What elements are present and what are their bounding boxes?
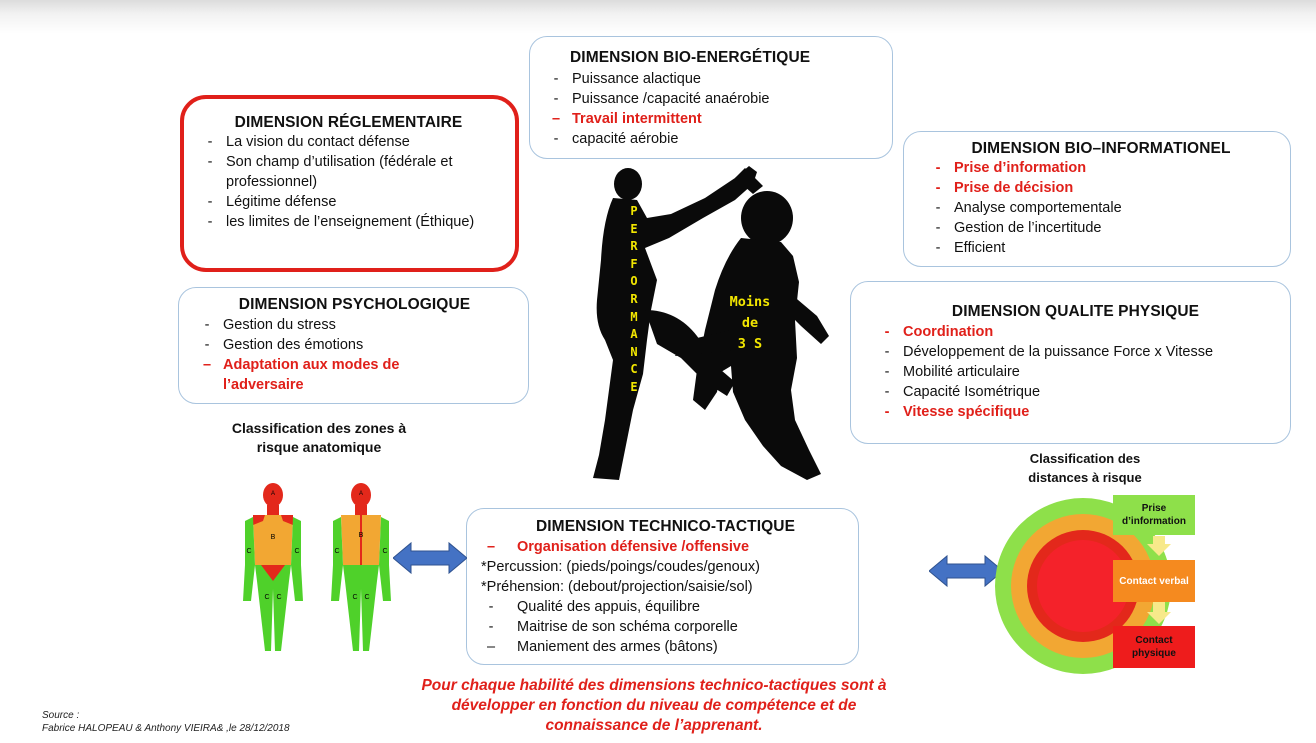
list-item: - Puissance /capacité anaérobie [553,91,770,107]
vertical-letter: E [630,379,638,394]
reglementaire-title: DIMENSION RÉGLEMENTAIRE [234,114,463,131]
zone-label-b: B [358,532,364,539]
bio-informationel-title: DIMENSION BIO–INFORMATIONEL [971,140,1231,157]
list-item: - Puissance alactique [553,71,701,87]
anatomic-zones-figure [243,481,395,653]
list-item: – Adaptation aux modes de l’adversaire [202,357,400,393]
body-back [331,483,391,651]
list-item: - capacité aérobie [553,131,679,147]
technico-tactique-list [481,537,850,657]
list-item: - Légitime défense [207,194,337,210]
qualite-physique-box [850,281,1291,444]
vertical-letter: M [630,309,638,324]
zone-label-c: C [382,548,388,555]
list-item: - Prise d’information [935,160,1087,176]
list-item: - Gestion de l’incertitude [935,220,1102,236]
vertical-letter: R [630,291,638,306]
zone-label-c: C [334,548,340,555]
right-double-arrow [929,554,1003,588]
vertical-letter: C [630,362,638,377]
list-item: - les limites de l’enseignement (Éthique) [207,214,475,230]
psychologique-title: DIMENSION PSYCHOLOGIQUE [238,296,471,313]
list-item: *Préhension: (debout/projection/saisie/sol) [481,579,753,595]
moins-de-3s-text: Moins de 3 S [729,294,771,352]
zone-label-c: C [246,548,252,555]
zone-label-a: A [270,491,276,497]
bottom-note: Pour chaque habilité des dimensions technico-tactiques sont à développer en fonction du niveau de compétence et de connaissance de l’apprenant. [421,677,887,734]
zones-caption: Classification des zones à risque anatomique [231,420,407,455]
vertical-letter: E [630,221,638,236]
vertical-letter: N [630,344,638,359]
distance-contact-physique: Contact physique [1113,626,1195,668]
bio-energetique-box [529,36,893,159]
list-item: - Gestion des émotions [204,337,364,353]
zone-label-c: C [276,594,282,601]
technico-tactique-box [466,508,859,665]
vertical-letter: P [630,204,638,218]
bio-informationel-list [922,158,1280,258]
technico-tactique-title: DIMENSION TECHNICO-TACTIQUE [535,518,796,535]
list-item: - Gestion du stress [204,317,336,333]
list-item: – Travail intermittent [551,111,702,127]
list-item: *Percussion: (pieds/poings/coudes/genoux) [481,559,760,575]
zone-label-c: C [294,548,300,555]
list-item: - Coordination [884,324,994,340]
reglementaire-box [180,95,519,272]
bio-energetique-list [540,69,882,149]
qualite-physique-title: DIMENSION QUALITE PHYSIQUE [951,303,1200,320]
reglementaire-list [194,132,503,232]
vertical-letter: A [630,327,638,342]
source-credit: Source : Fabrice HALOPEAU & Anthony VIEIRA& ,le 28/12/2018 [42,710,290,734]
zone-label-b: B [270,534,276,541]
zone-label-c: C [364,594,370,601]
left-double-arrow [393,541,467,575]
zone-label-a: A [358,491,364,497]
vertical-letter: O [630,274,638,289]
list-item: – Maniement des armes (bâtons) [486,639,718,655]
zone-label-c: C [264,594,270,601]
list-item: - Maitrise de son schéma corporelle [488,619,738,635]
distances-caption: Classification des distances à risque [1028,451,1142,485]
list-item: - Mobilité articulaire [884,364,1020,380]
distance-contact-verbal: Contact verbal [1113,560,1195,602]
body-front [243,483,303,651]
list-item: - Analyse comportementale [935,200,1122,216]
list-item: - Qualité des appuis, équilibre [488,599,700,615]
psychologique-list [191,315,518,395]
list-item: - Son champ d’utilisation (fédérale et professionnel) [207,154,453,190]
bio-energetique-title: DIMENSION BIO-ENERGÉTIQUE [570,49,811,66]
list-item: - Développement de la puissance Force x Vitesse [884,344,1214,360]
fighters-silhouette [585,160,845,495]
zone-label-c: C [352,594,358,601]
bio-informationel-box [903,131,1291,267]
qualite-physique-list [871,322,1280,422]
list-item: - Efficient [935,240,1006,256]
list-item: - Capacité Isométrique [884,384,1041,400]
list-item: – Organisation défensive /offensive [486,539,750,555]
distance-prise-information: Prise d’information [1113,495,1195,535]
list-item: - Prise de décision [935,180,1074,196]
vertical-letter: F [630,256,638,271]
list-item: - Vitesse spécifique [884,404,1030,420]
psychologique-box [178,287,529,404]
performance-vertical-text [626,203,642,397]
list-item: - La vision du contact défense [207,134,410,150]
vertical-letter: R [630,239,638,254]
